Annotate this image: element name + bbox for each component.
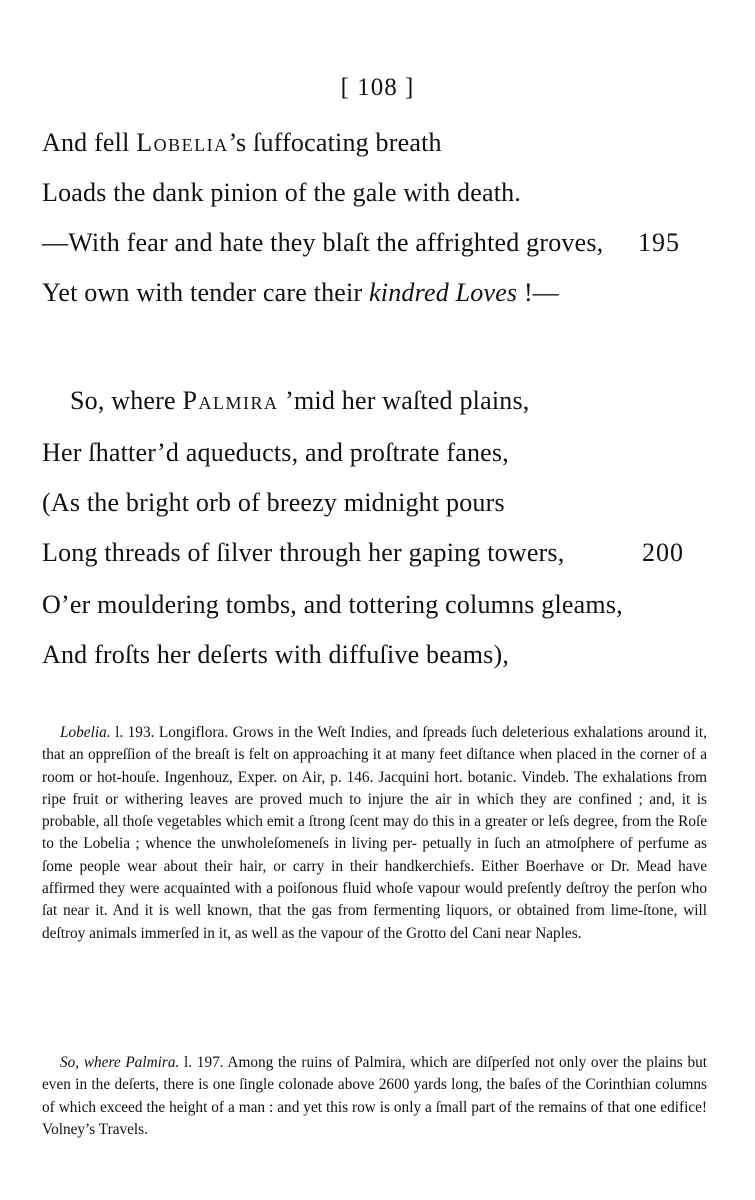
footnote-head: So, where Palmira. bbox=[60, 1054, 180, 1071]
verse-line-7: (As the bright orb of breezy midnight pours bbox=[42, 488, 505, 517]
verse-line-3: —With fear and hate they blaſt the affrighted groves, bbox=[42, 228, 604, 257]
footnote-palmira: So, where Palmira. l. 197. Among the ruins of Palmira, which are diſperſed not only over the plains but even in the deſerts, there is one ſingle colonade above 2600 yards long, the baſes of the Corinthian columns of which exceed the height of a man : and yet this row is only a ſmall part of the remains of that one edifice! Volney’s Travels. bbox=[42, 1054, 708, 1138]
verse-line-5: So, where Palmira ’mid her waſted plains, bbox=[70, 386, 530, 415]
page-number: [ 108 ] bbox=[340, 74, 415, 101]
footnote-head: Lobelia. bbox=[60, 724, 111, 741]
verse-line-10: And froſts her deſerts with diffuſive beams), bbox=[42, 640, 510, 669]
italic-phrase: kindred Loves bbox=[369, 278, 518, 307]
line-number-200: 200 bbox=[642, 538, 684, 567]
verse-line-1: And fell Lobelia’s ſuffocating breath bbox=[42, 128, 442, 157]
verse-line-9: O’er mouldering tombs, and tottering columns gleams, bbox=[42, 590, 623, 619]
small-caps-word: Palmira bbox=[182, 386, 279, 415]
small-caps-word: Lobelia bbox=[136, 128, 229, 157]
line-number-195: 195 bbox=[638, 228, 680, 257]
verse-line-2: Loads the dank pinion of the gale with death. bbox=[42, 178, 522, 207]
verse-line-4: Yet own with tender care their kindred Loves !— bbox=[42, 278, 560, 307]
footnote-lobelia: Lobelia. l. 193. Longiflora. Grows in the Weſt Indies, and ſpreads ſuch deleterious exhalations around it, that an oppreſſion of the breaſt is felt on approaching it at many feet diſtance when placed in the corner of a room or hot-houſe. Ingenhouz, Exper. on Air, p. 146. Jacquini hort. botanic. Vindeb. The exhalations from ripe fruit or withering leaves are proved much to injure the air in which they are confined ; and, it is probable, all thoſe vegetables which emit a ſtrong ſcent may do this in a greater or leſs degree, from the Roſe to the Lobelia ; whence the unwholeſomeneſs in living per- petually in ſuch an atmoſphere of perfume as ſome people wear about their hair, or carry in their handkerchiefs. Either Boerhave or Dr. Mead have affirmed they were acquainted with a poiſonous fluid whoſe vapour would preſently deſtroy the perſon who ſat near it. And it is well known, that the gas from fermenting liquors, or obtained from lime-ſtone, will deſtroy animals immerſed in it, as well as the vapour of the Grotto del Cani near Naples. bbox=[42, 724, 708, 942]
verse-line-8: Long threads of ſilver through her gaping towers, bbox=[42, 538, 565, 567]
verse-line-6: Her ſhatter’d aqueducts, and proſtrate fanes, bbox=[42, 438, 509, 467]
